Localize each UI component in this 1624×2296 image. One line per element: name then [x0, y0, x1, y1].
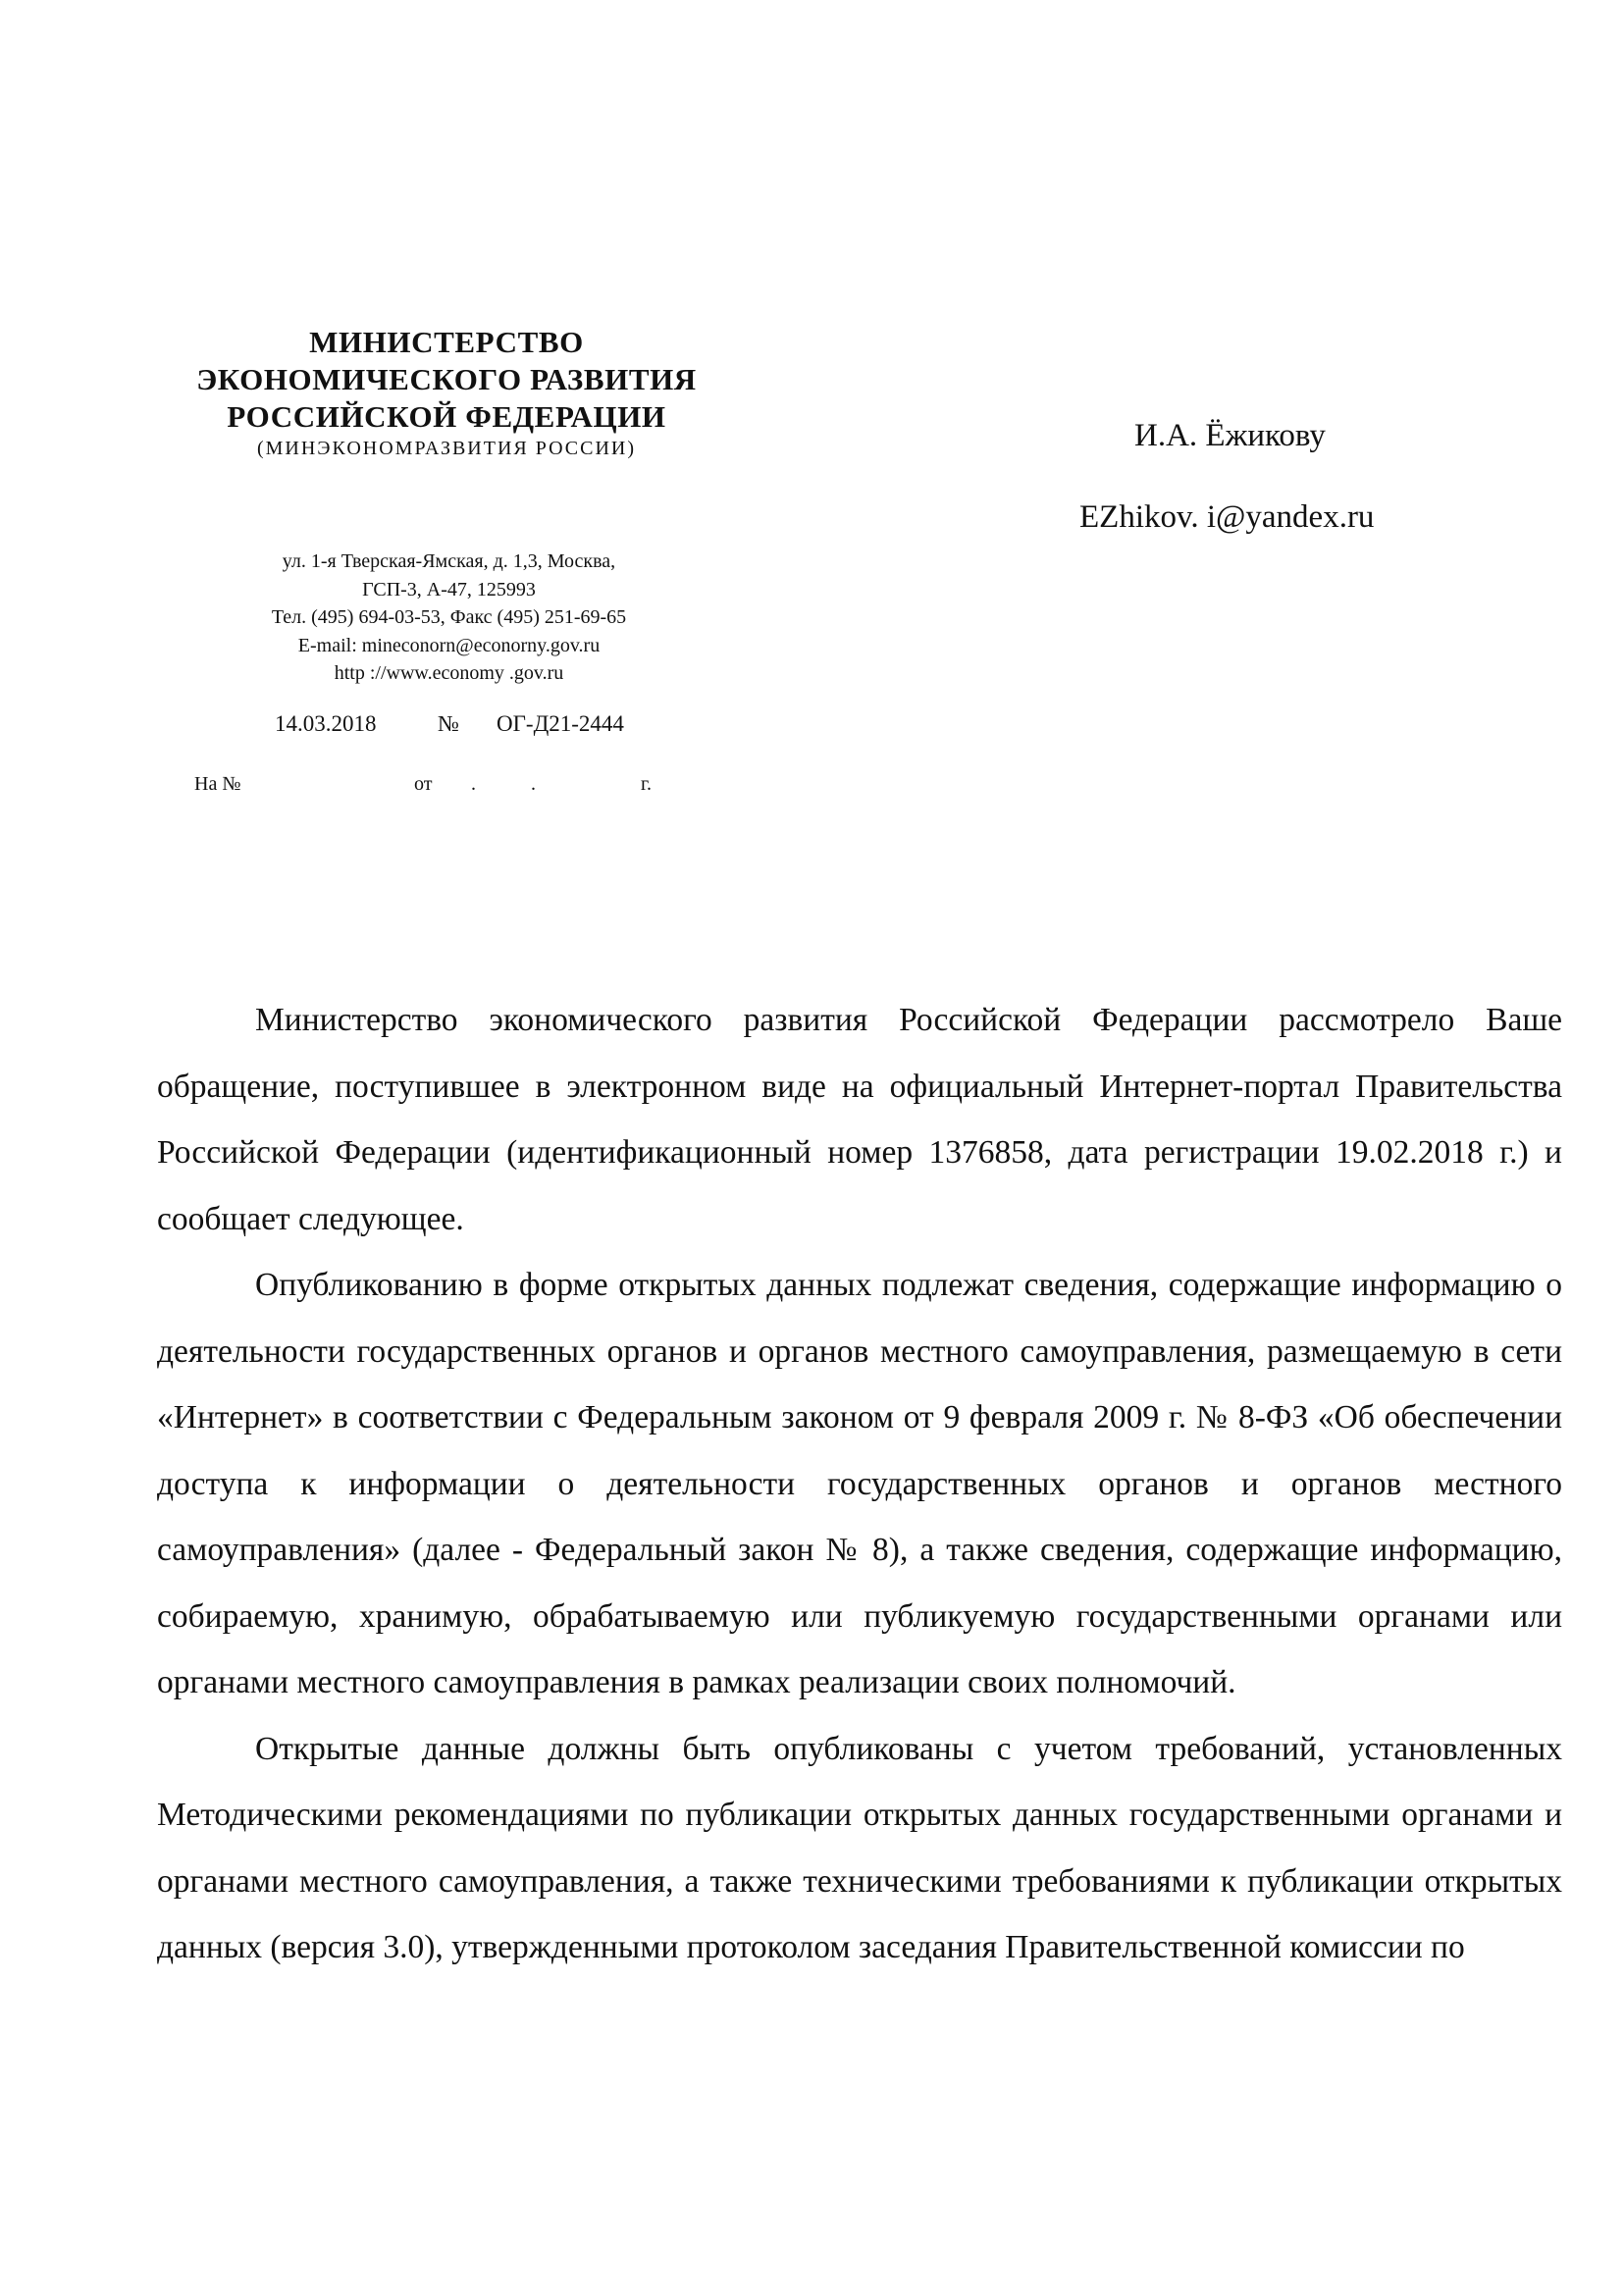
reply-label: На № — [194, 773, 241, 795]
address-line-2: ГСП-3, А-47, 125993 — [362, 578, 536, 600]
address-line-1: ул. 1-я Тверская-Ямская, д. 1,3, Москва, — [282, 550, 616, 572]
reply-year-suffix: г. — [641, 773, 652, 795]
website-line: http ://www.economy .gov.ru — [334, 662, 564, 684]
reply-date-dot-2: . — [531, 773, 536, 795]
number-sign: № — [438, 711, 459, 736]
outgoing-reference — [275, 711, 624, 737]
reply-from-label: от — [414, 773, 433, 795]
phone-fax: Тел. (495) 694-03-53, Факс (495) 251-69-65 — [271, 606, 627, 628]
email-line: E-mail: mineconorn@econorny.gov.ru — [297, 634, 601, 656]
ministry-short-name: (МИНЭКОНОМРАЗВИТИЯ РОССИИ) — [256, 438, 637, 459]
outgoing-date: 14.03.2018 — [275, 711, 377, 736]
letter-body — [157, 987, 1562, 1981]
letterhead — [157, 324, 736, 460]
reply-date-dot-1: . — [471, 773, 476, 795]
reply-reference — [194, 773, 652, 796]
addressee-block — [1079, 418, 1413, 536]
ministry-name-line-2: ЭКОНОМИЧЕСКОГО РАЗВИТИЯ — [196, 362, 697, 396]
addressee-name: И.А. Ёжикову — [1134, 418, 1326, 453]
addressee-email: EZhikov. i@yandex.ru — [1079, 499, 1375, 535]
body-paragraph-3: Открытые данные должны быть опубликованы с учетом требований, установленных Методическими рекомендациями по публикации открытых данных государственными органами и органами местного самоуправления, а также техническими требованиями к публикации открытых данных (версия 3.0), утвержденными протоколом заседания Правительственной комиссии по — [157, 1730, 1562, 1965]
body-paragraph-2: Опубликованию в форме открытых данных подлежат сведения, содержащие информацию о деятельности государственных органов и органов местного самоуправления, размещаемую в сети «Интернет» в соответствии с Федеральным законом от 9 февраля 2009 г. № 8-ФЗ «Об обеспечении доступа к информации о деятельности государственных органов и органов местного самоуправления» (далее - Федеральный закон № 8), а также сведения, содержащие информацию, собираемую, хранимую, обрабатываемую или публикуемую государственными органами или органами местного самоуправления в рамках реализации своих полномочий. — [157, 1267, 1562, 1700]
body-paragraph-1: Министерство экономического развития Российской Федерации рассмотрело Ваше обращение, поступившее в электронном виде на официальный Интернет-портал Правительства Российской Федерации (идентификационный номер 1376858, дата регистрации 19.02.2018 г.) и сообщает следующее. — [157, 1002, 1562, 1237]
outgoing-number: ОГ-Д21-2444 — [497, 711, 624, 736]
ministry-name-line-3: РОССИЙСКОЙ ФЕДЕРАЦИИ — [227, 399, 666, 434]
contact-block — [196, 548, 702, 688]
ministry-name-line-1: МИНИСТЕРСТВО — [309, 325, 584, 359]
